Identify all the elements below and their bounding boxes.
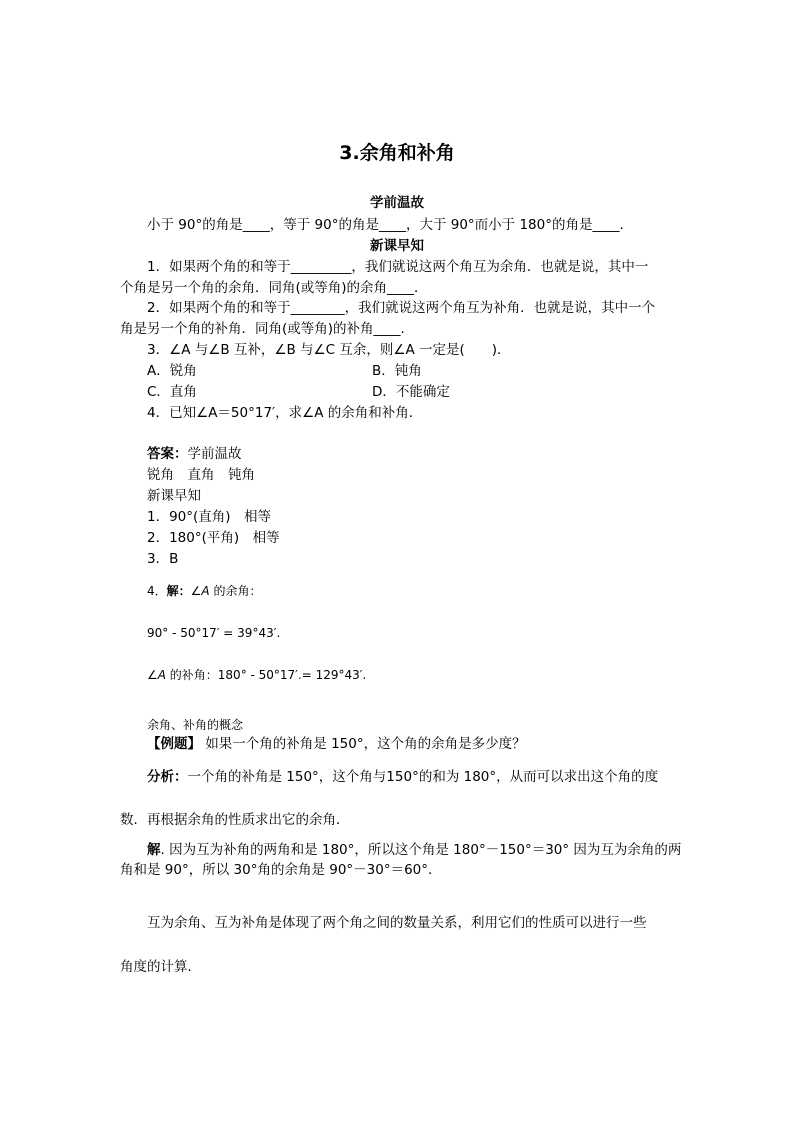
option-d: D．不能确定 bbox=[372, 384, 450, 400]
analysis-text: 一个角的补角是 150°，这个角与150°的和为 180°，从而可以求出这个角的度 bbox=[187, 769, 659, 785]
question-2-line-2: 角是另一个角的补角．同角(或等角)的补角____． bbox=[120, 321, 415, 337]
solution-text: . 因为互为补角的两角和是 180°，所以这个角是 180°－150°＝30° 因为互为余角的两 bbox=[160, 842, 682, 858]
question-4: 4．已知∠A＝50°17′，求∠A 的余角和补角． bbox=[147, 405, 423, 421]
answers-label: 答案： bbox=[147, 446, 188, 462]
solution-label: 解 bbox=[147, 842, 161, 858]
answer-4-complement-calc: 90° - 50°17′ = 39°43′. bbox=[147, 626, 281, 640]
question-1-line-2: 个角是另一个角的余角．同角(或等角)的余角____． bbox=[120, 280, 428, 296]
example-topic: 余角、补角的概念 bbox=[147, 718, 244, 732]
solution-line-2: 角和是 90°，所以 30°角的余角是 90°－30°＝60°. bbox=[120, 862, 433, 878]
answers-heading bbox=[147, 445, 242, 463]
answer-4-calc-text: 的补角：180° - 50°17′ bbox=[165, 668, 298, 682]
answer-4-solution-label: 解： bbox=[166, 584, 191, 598]
answer-preview: 锐角 直角 钝角 bbox=[147, 467, 255, 483]
newlesson-heading: 新课早知 bbox=[370, 238, 424, 254]
answer-4-angle-2: ∠A bbox=[147, 668, 166, 682]
summary-line-2: 角度的计算． bbox=[120, 959, 201, 975]
answer-newlesson-heading: 新课早知 bbox=[147, 488, 201, 504]
preview-question: 小于 90°的角是____，等于 90°的角是____，大于 90°而小于 180°的角是____． bbox=[147, 217, 633, 233]
analysis-line-2: 数．再根据余角的性质求出它的余角． bbox=[120, 812, 350, 828]
answer-4-calc-end: = 129°43′. bbox=[301, 668, 367, 682]
option-a: A．锐角 bbox=[147, 363, 197, 379]
answer-4-number: 4． bbox=[147, 584, 167, 598]
question-2-line-1: 2．如果两个角的和等于________，我们就说这两个角互为补角．也就是说，其中一个 bbox=[147, 300, 656, 316]
answer-2: 2．180°(平角) 相等 bbox=[147, 530, 280, 546]
answer-1: 1．90°(直角) 相等 bbox=[147, 509, 272, 525]
answer-3: 3．B bbox=[147, 551, 179, 567]
answer-4-text: 的余角： bbox=[209, 584, 262, 598]
option-c: C．直角 bbox=[147, 384, 197, 400]
answer-4-dot: . bbox=[297, 668, 302, 682]
question-1-line-1: 1．如果两个角的和等于_________，我们就说这两个角互为余角．也就是说，其中一 bbox=[147, 259, 649, 275]
preview-heading: 学前温故 bbox=[370, 195, 424, 211]
example-tag: 【例题】 bbox=[147, 736, 201, 752]
option-b: B．钝角 bbox=[372, 363, 422, 379]
answers-label-rest: 学前温故 bbox=[187, 446, 242, 462]
solution-line-1 bbox=[147, 841, 681, 859]
answer-4-angle: ∠A bbox=[190, 584, 210, 598]
analysis-line-1 bbox=[147, 768, 658, 786]
example-question-text: 如果一个角的补角是 150°，这个角的余角是多少度？ bbox=[201, 736, 526, 752]
analysis-label: 分析： bbox=[147, 769, 188, 785]
answer-4-intro bbox=[147, 582, 261, 600]
answer-4-supplement-calc bbox=[147, 666, 366, 684]
page-title: 3.余角和补角 bbox=[339, 142, 455, 164]
example-question bbox=[147, 735, 526, 753]
summary-line-1: 互为余角、互为补角是体现了两个角之间的数量关系，利用它们的性质可以进行一些 bbox=[147, 915, 647, 931]
question-3: 3．∠A 与∠B 互补，∠B 与∠C 互余，则∠A 一定是( )． bbox=[147, 342, 511, 358]
